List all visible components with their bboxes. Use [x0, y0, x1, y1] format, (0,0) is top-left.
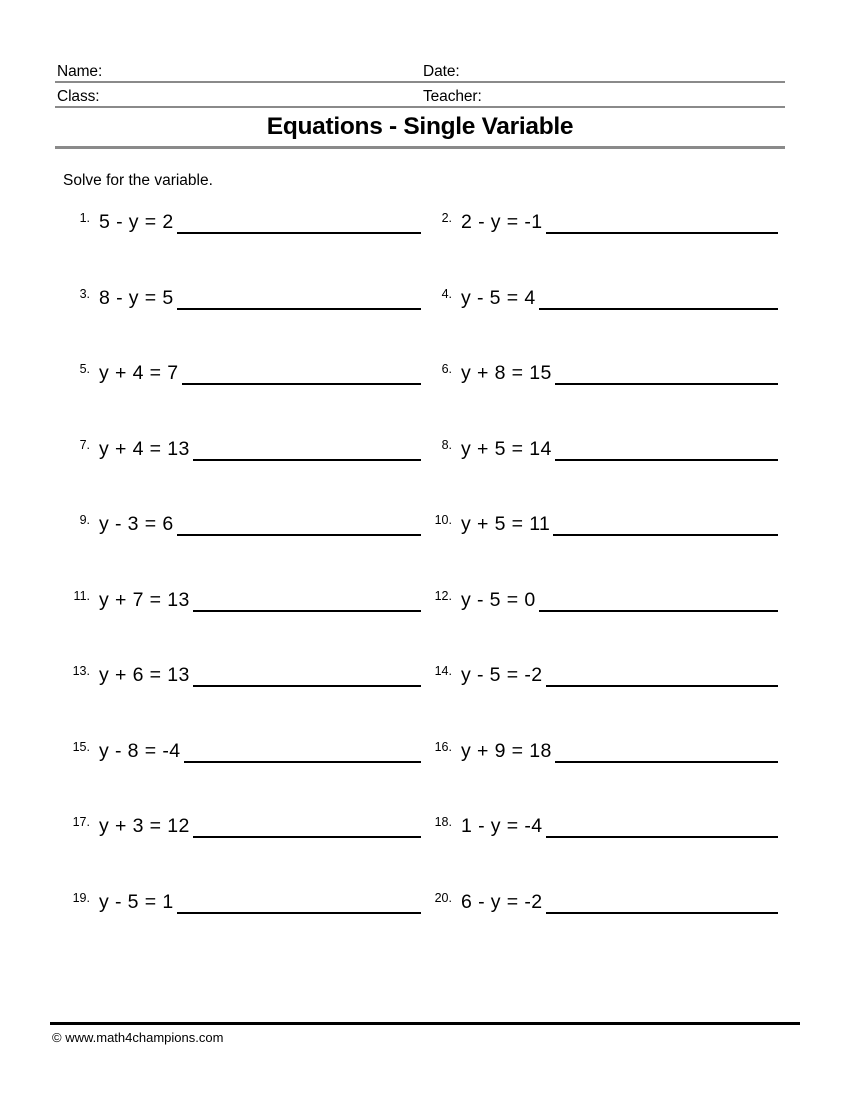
problem-equation: 8 - y = 5 — [99, 286, 174, 309]
problem-number: 10. — [434, 513, 452, 527]
problem-equation: y + 7 = 13 — [99, 588, 190, 611]
answer-blank[interactable] — [177, 512, 421, 536]
problem-8 — [422, 423, 778, 463]
problem-1 — [60, 196, 421, 236]
problem-number: 11. — [73, 588, 90, 603]
teacher-label: Teacher: — [423, 88, 482, 105]
problem-row — [55, 876, 785, 952]
problem-number: 4. — [441, 286, 452, 301]
problem-equation: y + 8 = 15 — [461, 362, 552, 384]
problem-row — [55, 347, 785, 423]
problem-grid — [55, 196, 785, 951]
problem-number: 3. — [79, 286, 90, 301]
problem-equation: y + 4 = 7 — [99, 362, 179, 384]
problem-equation: y - 5 = 1 — [99, 890, 174, 913]
problem-equation: y - 3 = 6 — [99, 513, 174, 535]
answer-blank[interactable] — [539, 286, 778, 310]
problem-row — [55, 196, 785, 272]
problem-equation: 5 - y = 2 — [99, 211, 174, 233]
problem-number: 20. — [434, 890, 452, 905]
instruction-text: Solve for the variable. — [63, 172, 213, 189]
problem-row — [55, 725, 785, 801]
answer-blank[interactable] — [177, 890, 421, 914]
problem-equation: y + 3 = 12 — [99, 815, 190, 837]
problem-row — [55, 498, 785, 574]
problem-number: 19. — [72, 890, 90, 905]
problem-equation: y - 5 = -2 — [461, 664, 543, 686]
name-label: Name: — [57, 63, 103, 80]
problem-17 — [60, 800, 421, 840]
answer-blank[interactable] — [539, 588, 778, 612]
footer-copyright: © www.math4champions.com — [52, 1030, 224, 1045]
problem-row — [55, 574, 785, 650]
problem-19 — [60, 876, 421, 916]
problem-number: 7. — [79, 437, 90, 452]
problem-number: 2. — [441, 211, 452, 225]
problem-equation: y + 6 = 13 — [99, 664, 190, 686]
problem-number: 17. — [72, 815, 90, 829]
problem-number: 13. — [72, 664, 90, 678]
problem-12 — [422, 574, 778, 614]
problem-18 — [422, 800, 778, 840]
answer-blank[interactable] — [546, 210, 779, 234]
answer-blank[interactable] — [182, 361, 422, 385]
problem-equation: y + 4 = 13 — [99, 437, 190, 460]
answer-blank[interactable] — [193, 663, 421, 687]
problem-20 — [422, 876, 778, 916]
problem-13 — [60, 649, 421, 689]
problem-number: 16. — [434, 739, 452, 754]
problem-10 — [422, 498, 778, 538]
problem-number: 1. — [79, 211, 90, 225]
problem-equation: y + 9 = 18 — [461, 739, 552, 762]
problem-row — [55, 800, 785, 876]
problem-row — [55, 649, 785, 725]
answer-blank[interactable] — [555, 361, 778, 385]
page-title: Equations - Single Variable — [266, 113, 574, 140]
problem-number: 6. — [441, 362, 452, 376]
problem-2 — [422, 196, 778, 236]
answer-blank[interactable] — [177, 210, 421, 234]
problem-number: 18. — [434, 815, 452, 829]
answer-blank[interactable] — [546, 663, 779, 687]
problem-6 — [422, 347, 778, 387]
problem-equation: y - 5 = 4 — [461, 286, 536, 309]
answer-blank[interactable] — [555, 739, 778, 763]
answer-blank[interactable] — [555, 437, 778, 461]
problem-row — [55, 423, 785, 499]
footer-divider — [50, 1022, 800, 1025]
problem-9 — [60, 498, 421, 538]
problem-number: 15. — [72, 739, 90, 754]
problem-number: 8. — [441, 437, 452, 452]
answer-blank[interactable] — [546, 814, 779, 838]
problem-row — [55, 272, 785, 348]
problem-equation: y + 5 = 11 — [461, 513, 551, 535]
problem-16 — [422, 725, 778, 765]
problem-7 — [60, 423, 421, 463]
answer-blank[interactable] — [177, 286, 421, 310]
answer-blank[interactable] — [193, 437, 421, 461]
problem-15 — [60, 725, 421, 765]
class-label: Class: — [57, 88, 100, 105]
title-block — [55, 112, 785, 149]
problem-number: 12. — [434, 588, 452, 603]
date-label: Date: — [423, 63, 460, 80]
problem-equation: y - 5 = 0 — [461, 588, 536, 611]
problem-number: 5. — [79, 362, 90, 376]
name-date-row — [55, 58, 785, 83]
problem-equation: 2 - y = -1 — [461, 211, 543, 233]
student-info-header — [55, 58, 785, 108]
problem-5 — [60, 347, 421, 387]
problem-equation: 1 - y = -4 — [461, 815, 543, 837]
answer-blank[interactable] — [184, 739, 422, 763]
problem-equation: 6 - y = -2 — [461, 890, 543, 913]
problem-equation: y - 8 = -4 — [99, 739, 181, 762]
problem-4 — [422, 272, 778, 312]
class-teacher-row — [55, 83, 785, 108]
problem-11 — [60, 574, 421, 614]
problem-14 — [422, 649, 778, 689]
problem-equation: y + 5 = 14 — [461, 437, 552, 460]
answer-blank[interactable] — [553, 512, 778, 536]
problem-3 — [60, 272, 421, 312]
answer-blank[interactable] — [193, 588, 421, 612]
problem-number: 14. — [434, 664, 452, 678]
answer-blank[interactable] — [546, 890, 779, 914]
problem-number: 9. — [79, 513, 90, 527]
answer-blank[interactable] — [193, 814, 421, 838]
